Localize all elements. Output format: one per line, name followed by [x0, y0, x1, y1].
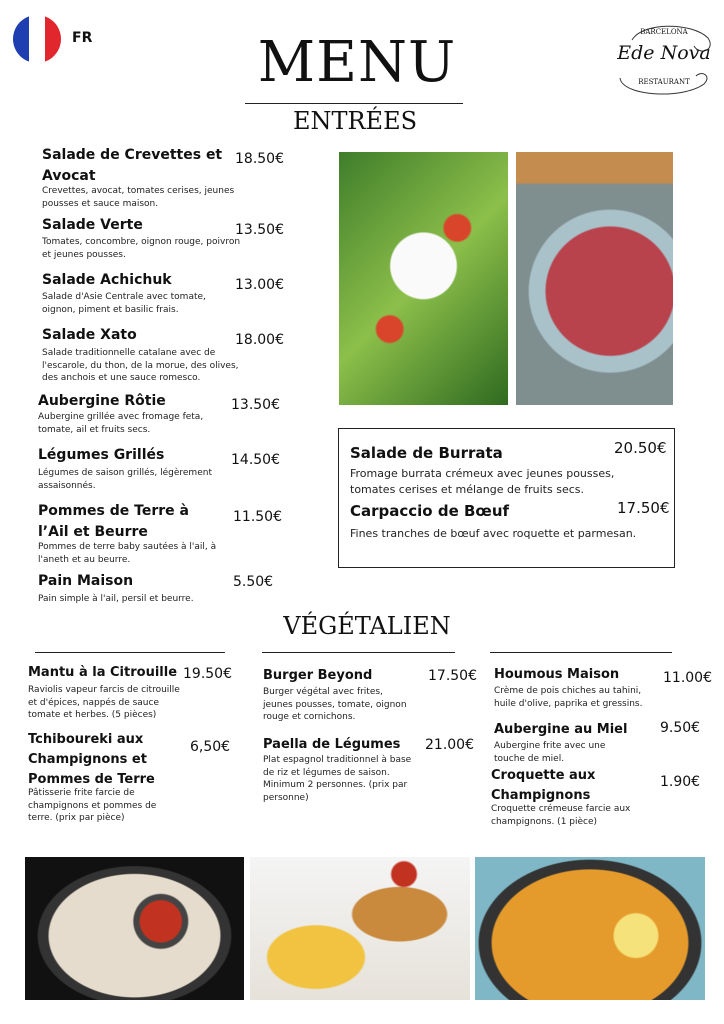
item-price: 9.50€ — [660, 720, 701, 736]
featured-item-description: Fines tranches de bœuf avec roquette et parmesan. — [350, 527, 637, 540]
item-name: Aubergine au Miel — [494, 722, 628, 737]
section-title-vegetalien: VÉGÉTALIEN — [283, 612, 451, 640]
item-price: 13.50€ — [235, 222, 284, 238]
item-description: Crème de pois chiches au tahini, huile d'olive, paprika et gressins. — [494, 686, 643, 709]
paella-photo — [475, 857, 705, 1000]
item-name: Salade Achichuk — [42, 272, 172, 288]
burger-photo — [250, 857, 470, 1000]
item-description: Pommes de terre baby sautées à l'ail, à l'aneth et au beurre. — [38, 542, 217, 565]
item-description: Plat espagnol traditionnel à base de riz et légumes de saison. Minimum 2 personnes. (prix par personne) — [263, 755, 412, 803]
item-price: 21.00€ — [425, 737, 474, 753]
item-description: Burger végétal avec frites, jeunes pousses, tomate, oignon rouge et cornichons. — [263, 687, 407, 722]
item-name: Tchiboureki aux Champignons et Pommes de Terre — [28, 732, 155, 787]
featured-item-name: Carpaccio de Bœuf — [350, 502, 510, 520]
section-title-entrees: ENTRÉES — [292, 107, 418, 135]
featured-item-price: 17.50€ — [617, 499, 670, 517]
item-description: Croquette crémeuse farcie aux champignons. (1 pièce) — [491, 804, 631, 827]
item-name: Pain Maison — [38, 573, 134, 589]
item-name: Burger Beyond — [263, 668, 373, 683]
item-price: 19.50€ — [183, 666, 232, 682]
item-description: Tomates, concombre, oignon rouge, poivron et jeunes pousses. — [42, 237, 241, 260]
item-name: Aubergine Rôtie — [38, 393, 166, 409]
item-name: Pommes de Terre à l’Ail et Beurre — [38, 503, 189, 540]
item-name: Mantu à la Citrouille — [28, 665, 178, 680]
item-description: Pâtisserie frite farcie de champignons et pommes de terre. (prix par pièce) — [28, 788, 157, 823]
beef-carpaccio-photo — [516, 152, 673, 405]
item-price: 5.50€ — [233, 574, 274, 590]
item-price: 6,50€ — [190, 739, 231, 755]
mantu-photo — [25, 857, 244, 1000]
item-name: Salade Xato — [42, 327, 137, 343]
item-price: 11.50€ — [233, 509, 282, 525]
featured-item-name: Salade de Burrata — [350, 444, 503, 462]
item-description: Légumes de saison grillés, légèrement assaisonnés. — [38, 468, 212, 491]
item-description: Raviolis vapeur farcis de citrouille et d'épices, nappés de sauce tomate et herbes. (5 pièces) — [28, 685, 180, 720]
divider — [262, 652, 455, 653]
item-description: Pain simple à l'ail, persil et beurre. — [38, 594, 194, 604]
item-price: 13.00€ — [235, 277, 284, 293]
item-description: Aubergine grillée avec fromage feta, tomate, ail et fruits secs. — [38, 412, 204, 435]
item-price: 13.50€ — [231, 397, 280, 413]
item-description: Aubergine frite avec une touche de miel. — [494, 741, 606, 764]
divider — [245, 103, 463, 104]
divider — [490, 652, 672, 653]
item-price: 17.50€ — [428, 668, 477, 684]
item-name: Paella de Légumes — [263, 737, 401, 752]
restaurant-logo: BARCELONA Ede Nova RESTAURANT — [612, 20, 716, 100]
item-price: 1.90€ — [660, 774, 701, 790]
burrata-salad-photo — [339, 152, 508, 405]
item-price: 11.00€ — [663, 670, 712, 686]
featured-item-description: Fromage burrata crémeux avec jeunes pousses, tomates cerises et mélange de fruits secs. — [350, 467, 615, 496]
item-price: 14.50€ — [231, 452, 280, 468]
item-description: Salade traditionnelle catalane avec de l'escarole, du thon, de la morue, des olives, des anchois et une sauce romesco. — [42, 348, 239, 383]
page-title: MENU — [257, 30, 457, 95]
divider — [35, 652, 225, 653]
item-description: Salade d'Asie Centrale avec tomate, oignon, piment et basilic frais. — [42, 292, 206, 315]
language-label[interactable]: FR — [72, 30, 93, 46]
item-price: 18.50€ — [235, 151, 284, 167]
item-name: Salade de Crevettes et Avocat — [42, 147, 223, 184]
item-name: Salade Verte — [42, 217, 143, 233]
item-name: Houmous Maison — [494, 667, 620, 682]
item-price: 18.00€ — [235, 332, 284, 348]
item-name: Légumes Grillés — [38, 447, 165, 463]
featured-item-price: 20.50€ — [614, 439, 667, 457]
item-description: Crevettes, avocat, tomates cerises, jeunes pousses et sauce maison. — [42, 186, 235, 209]
item-name: Croquette aux Champignons — [491, 768, 596, 803]
